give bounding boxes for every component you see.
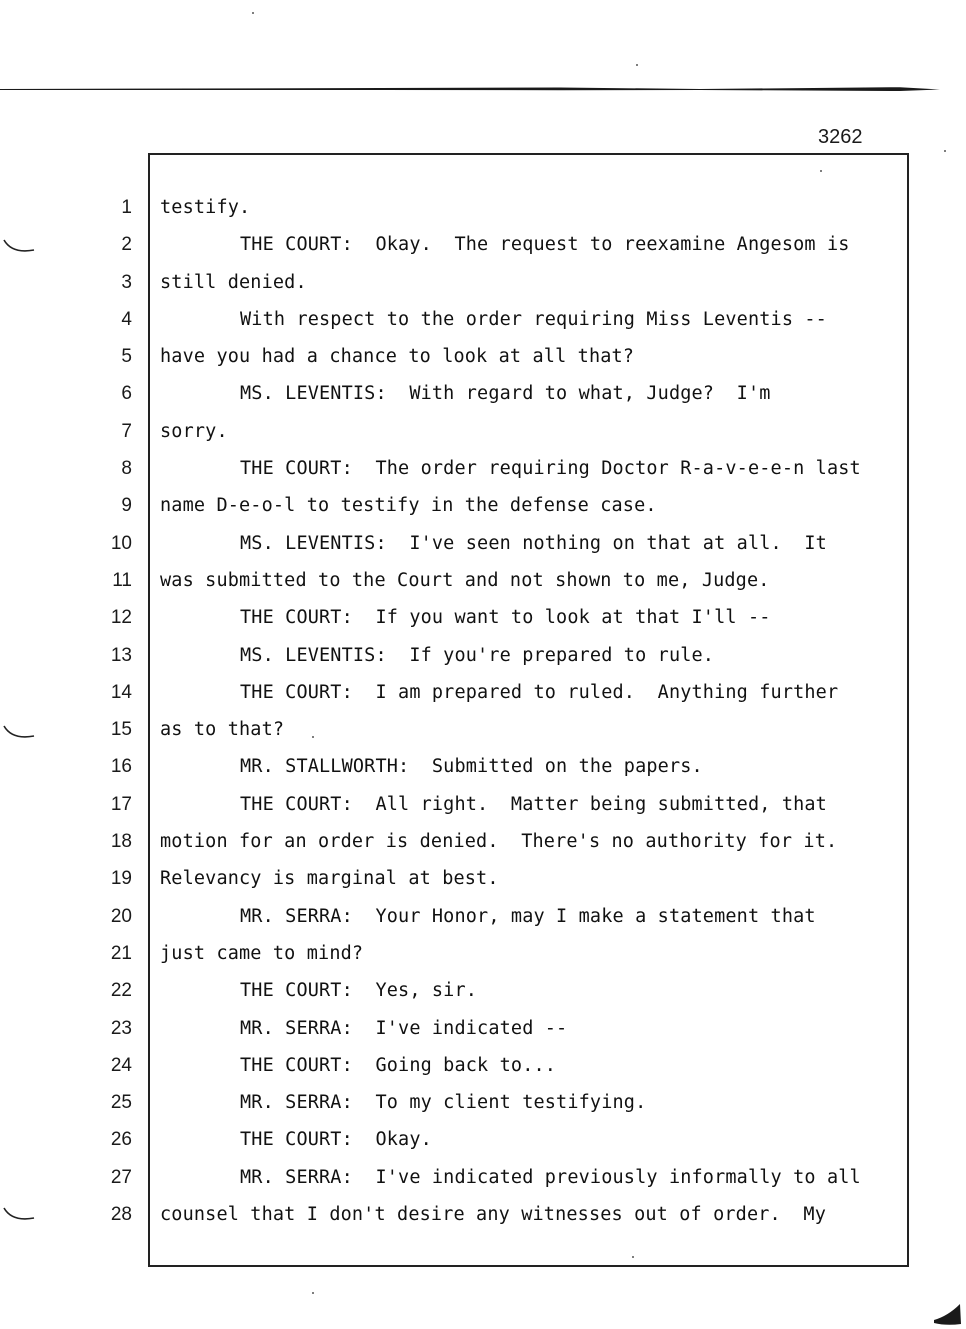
line-number: 6 (121, 383, 132, 405)
transcript-line: motion for an order is denied. There's no authority for it. (160, 831, 838, 853)
transcript-line: MR. SERRA: I've indicated -- (240, 1017, 568, 1039)
transcript-line: testify. (160, 197, 251, 218)
transcript-line: MS. LEVENTIS: If you're prepared to rule. (240, 644, 715, 666)
transcript-line: MR. SERRA: Your Honor, may I make a statement that (240, 905, 816, 927)
line-number: 14 (110, 681, 132, 703)
transcript-line: THE COURT: Yes, sir. (240, 980, 478, 1002)
transcript-line: have you had a chance to look at all that? (160, 346, 635, 368)
scan-speck (312, 736, 314, 738)
transcript-line: counsel that I don't desire any witnesses out of order. My (160, 1204, 826, 1226)
line-number: 9 (121, 495, 132, 517)
line-number: 10 (110, 532, 132, 554)
line-number: 2 (121, 234, 132, 256)
transcript-line: was submitted to the Court and not shown to me, Judge. (160, 569, 770, 591)
line-number: 24 (110, 1054, 132, 1076)
line-number: 16 (110, 756, 132, 778)
line-number: 3 (121, 271, 132, 293)
line-number-column (88, 189, 132, 1233)
line-number: 8 (121, 458, 132, 480)
line-number: 21 (110, 942, 132, 964)
line-number: 19 (110, 868, 132, 890)
transcript-line: THE COURT: The order requiring Doctor R-a-v-e-e-n last (240, 458, 861, 480)
page-number: 3262 (818, 126, 863, 148)
scan-speck (632, 1256, 634, 1258)
transcript-line: MR. SERRA: I've indicated previously informally to all (240, 1166, 861, 1188)
line-number: 13 (110, 644, 132, 666)
transcript-line: MR. SERRA: To my client testifying. (240, 1092, 647, 1114)
header-rule (0, 86, 940, 93)
transcript-line: THE COURT: If you want to look at that I'll -- (240, 607, 771, 629)
binding-mark (2, 236, 36, 258)
scan-speck (636, 64, 638, 66)
transcript-line: MS. LEVENTIS: I've seen nothing on that at all. It (240, 532, 827, 554)
line-number: 1 (121, 197, 132, 218)
line-number: 17 (110, 793, 132, 815)
transcript-line: THE COURT: Okay. The request to reexamine Angesom is (240, 234, 850, 256)
scan-speck (252, 12, 254, 14)
scan-speck (944, 150, 946, 152)
line-number: 18 (110, 831, 132, 853)
scan-speck (312, 1292, 314, 1294)
transcript-line: name D-e-o-l to testify in the defense case. (160, 495, 657, 517)
line-number: 23 (110, 1017, 132, 1039)
line-number: 4 (121, 308, 132, 330)
transcript-line: MR. STALLWORTH: Submitted on the papers. (240, 756, 703, 778)
line-number: 15 (110, 719, 132, 741)
line-number: 5 (121, 346, 132, 368)
line-number: 7 (121, 420, 132, 442)
line-number: 27 (110, 1166, 132, 1188)
transcript-line: MS. LEVENTIS: With regard to what, Judge? I'm (240, 383, 771, 405)
line-number: 12 (110, 607, 132, 629)
line-number: 11 (112, 569, 132, 591)
transcript-line: THE COURT: All right. Matter being submitted, that (240, 793, 827, 815)
line-number: 28 (110, 1204, 132, 1226)
binding-mark (2, 722, 36, 744)
line-number: 26 (110, 1129, 132, 1151)
transcript-line: sorry. (160, 420, 228, 442)
transcript-line: just came to mind? (160, 942, 364, 964)
line-number: 22 (110, 980, 132, 1002)
transcript-line: With respect to the order requiring Miss Leventis -- (240, 308, 827, 330)
transcript-line: THE COURT: Going back to... (240, 1054, 557, 1076)
transcript-body (160, 189, 900, 1233)
transcript-line: THE COURT: Okay. (240, 1129, 432, 1151)
line-number: 25 (110, 1092, 132, 1114)
transcript-line: still denied. (160, 271, 307, 293)
transcript-line: THE COURT: I am prepared to ruled. Anything further (240, 681, 839, 703)
transcript-line: as to that? (160, 719, 285, 741)
transcript-line: Relevancy is marginal at best. (160, 868, 499, 890)
line-number: 20 (110, 905, 132, 927)
corner-ink-mark (930, 1296, 962, 1326)
scan-speck (820, 170, 822, 172)
binding-mark (2, 1204, 36, 1226)
